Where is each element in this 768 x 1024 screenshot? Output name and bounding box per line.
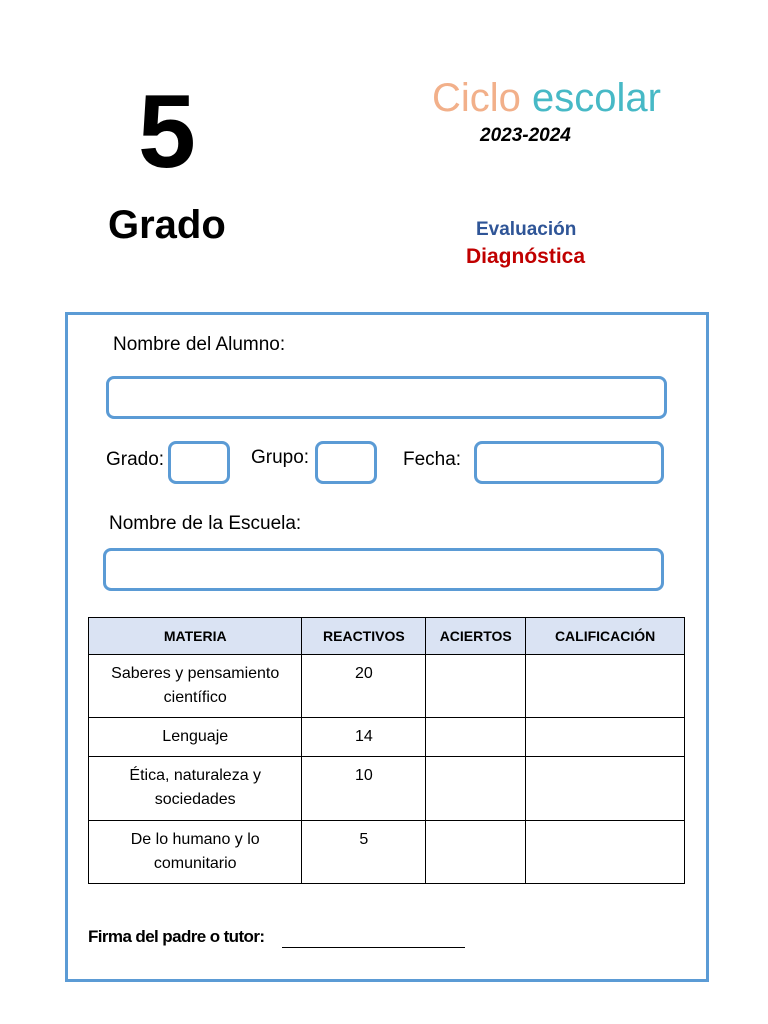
cycle-word-ciclo: Ciclo [432, 76, 521, 120]
header-materia: MATERIA [89, 618, 302, 655]
table-header-row [89, 618, 685, 655]
table-row [89, 757, 685, 821]
grades-table [88, 617, 685, 884]
grado-label: Grado: [106, 449, 165, 470]
table-row [89, 655, 685, 718]
grade-number: 5 [138, 74, 196, 190]
materia-cell: Saberes y pensamiento científico [89, 655, 302, 718]
school-cycle-year: 2023-2024 [480, 125, 571, 146]
reactivos-cell: 14 [302, 718, 426, 757]
reactivos-cell: 10 [302, 757, 426, 821]
materia-cell: Ética, naturaleza y sociedades [89, 757, 302, 821]
calificacion-cell[interactable] [526, 821, 685, 884]
calificacion-cell[interactable] [526, 757, 685, 821]
fecha-field[interactable] [474, 441, 664, 484]
materia-cell: De lo humano y lo comunitario [89, 821, 302, 884]
aciertos-cell[interactable] [426, 757, 526, 821]
materia-cell: Lenguaje [89, 718, 302, 757]
table-row [89, 821, 685, 884]
header-calificacion: CALIFICACIÓN [526, 618, 685, 655]
school-name-label: Nombre de la Escuela: [109, 513, 302, 534]
aciertos-cell[interactable] [426, 655, 526, 718]
school-name-field[interactable] [103, 548, 664, 591]
fecha-label: Fecha: [403, 449, 462, 470]
school-cycle-title [432, 78, 661, 118]
grupo-label: Grupo: [251, 447, 310, 468]
student-name-field[interactable] [106, 376, 667, 419]
student-name-label: Nombre del Alumno: [113, 334, 286, 355]
calificacion-cell[interactable] [526, 718, 685, 757]
aciertos-cell[interactable] [426, 821, 526, 884]
diagnostic-label: Diagnóstica [466, 245, 586, 268]
table-row [89, 718, 685, 757]
grade-label: Grado [108, 203, 226, 247]
calificacion-cell[interactable] [526, 655, 685, 718]
evaluation-label: Evaluación [476, 219, 577, 240]
cycle-word-escolar: escolar [532, 76, 661, 120]
header-reactivos: REACTIVOS [302, 618, 426, 655]
reactivos-cell: 5 [302, 821, 426, 884]
reactivos-cell: 20 [302, 655, 426, 718]
signature-line[interactable] [282, 947, 465, 948]
grupo-field[interactable] [315, 441, 377, 484]
aciertos-cell[interactable] [426, 718, 526, 757]
header-aciertos: ACIERTOS [426, 618, 526, 655]
student-form [65, 312, 709, 982]
grado-field[interactable] [168, 441, 230, 484]
signature-label: Firma del padre o tutor: [88, 927, 265, 946]
